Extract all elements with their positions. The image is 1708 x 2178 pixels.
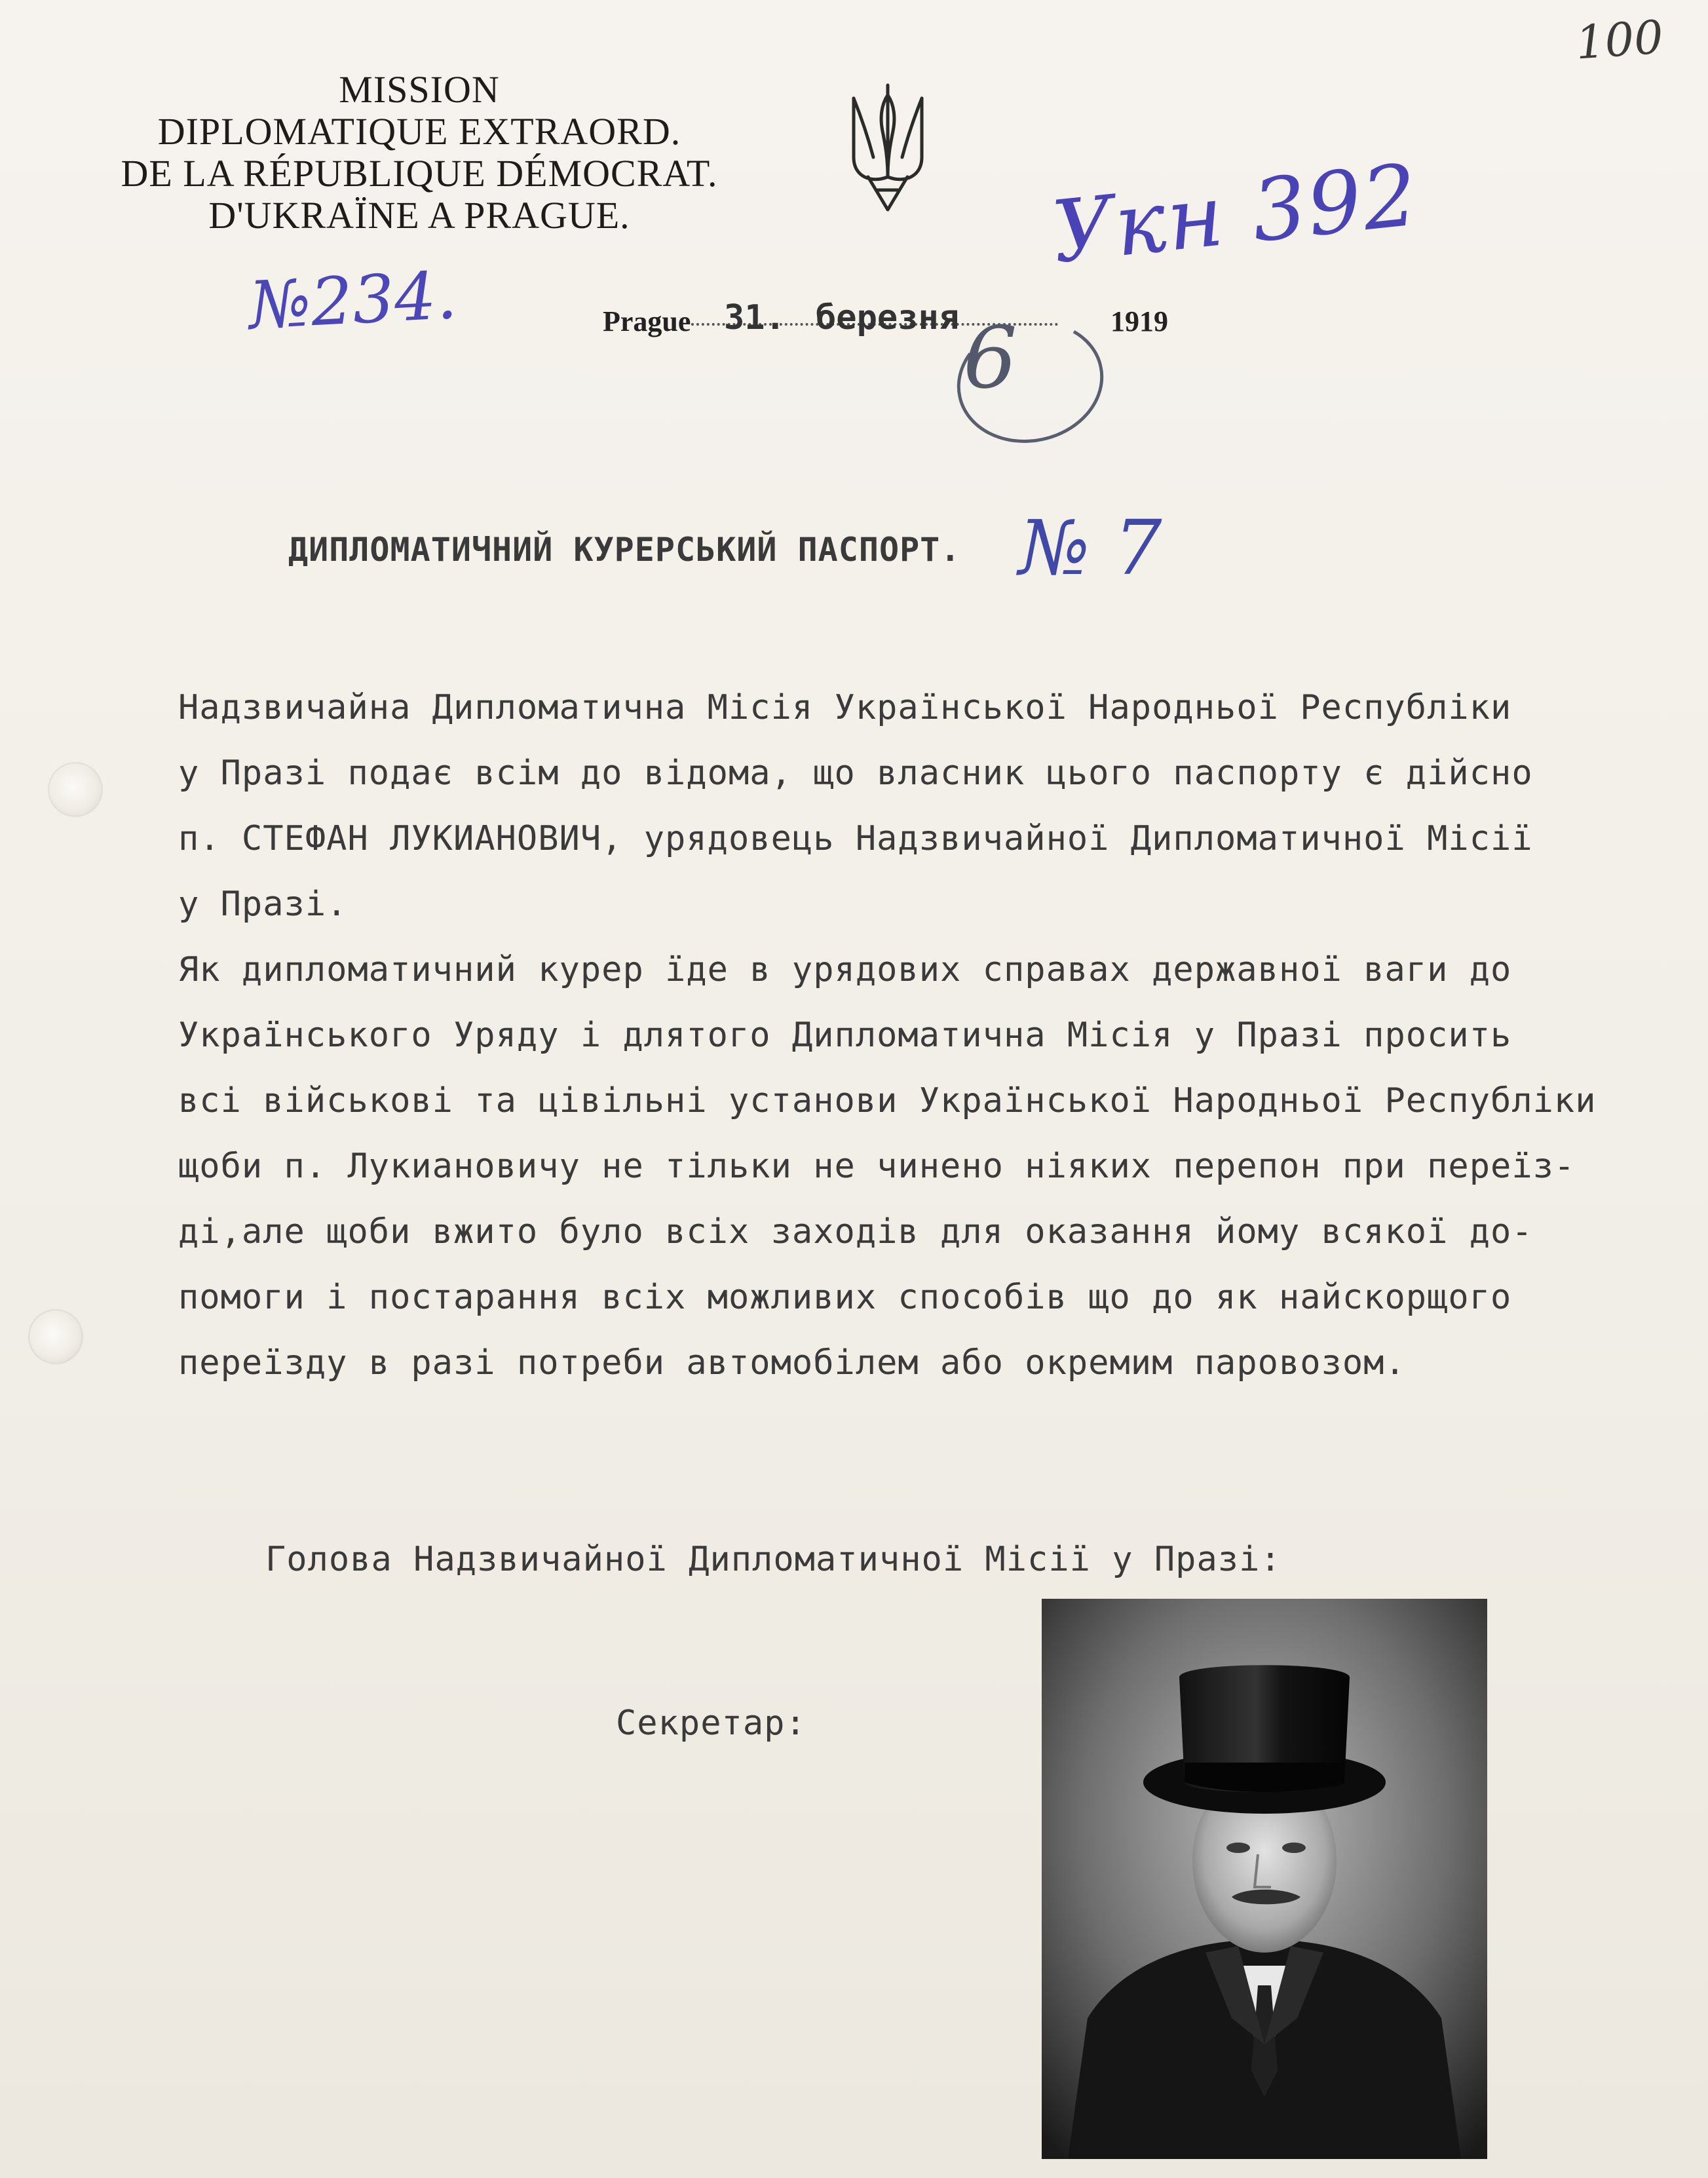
body-line: помоги і постарання всіх можливих способів що до як найскорщого xyxy=(178,1278,1512,1317)
date-line xyxy=(603,298,1173,337)
body-line: щоби п. Лукиановичу не тільки не чинено ніяких перепон при переїз- xyxy=(178,1147,1576,1186)
body-line: переїзду в разі потреби автомобілем або окремим паровозом. xyxy=(178,1343,1406,1383)
document-title: ДИПЛОМАТИЧНИЙ КУРЕРСЬКИЙ ПАСПОРТ. xyxy=(288,531,961,569)
body-line: всі військові та цівільні установи Української Народньої Республіки xyxy=(178,1081,1597,1120)
date-month: березня xyxy=(816,298,960,337)
circled-number: 6 xyxy=(963,308,1017,408)
passport-number: № 7 xyxy=(1019,505,1162,592)
punch-hole xyxy=(49,763,102,816)
letterhead-line-2: DIPLOMATIQUE EXTRAORD. xyxy=(157,110,681,153)
letterhead xyxy=(92,69,747,237)
archive-page-number: 100 xyxy=(1574,10,1665,70)
courier-portrait-photo xyxy=(1042,1599,1487,2159)
body-line: Як дипломатичний курер їде в урядових справах державної ваги до xyxy=(178,950,1512,989)
body-line: у Празі. xyxy=(178,885,348,924)
body-line: ді,але щоби вжито було всіх заходів для оказання йому всякої до- xyxy=(178,1212,1533,1251)
body-line: п. СТЕФАН ЛУКИАНОВИЧ, урядовець Надзвичайної Дипломатичної Місії xyxy=(178,819,1533,858)
letterhead-line-3: DE LA RÉPUBLIQUE DÉMOCRAT. xyxy=(121,152,718,195)
outgoing-number: №234. xyxy=(247,256,459,345)
head-signature-label: Голова Надзвичайної Дипломатичної Місії у Празі: xyxy=(265,1540,1281,1579)
registration-note: Укн 392 xyxy=(1047,145,1424,282)
secretary-signature-label: Секретар: xyxy=(616,1704,807,1743)
body-line: Українського Уряду і длятого Дипломатична Місія у Празі просить xyxy=(178,1016,1512,1055)
body-line: Надзвичайна Дипломатична Місія Української Народньої Республіки xyxy=(178,688,1512,727)
body-line: у Празі подає всім до відома, що власник цього паспорту є дійсно xyxy=(178,754,1533,793)
date-year: 1919 xyxy=(1110,305,1168,337)
trident-emblem-icon xyxy=(842,79,934,216)
date-day: 31. xyxy=(724,298,786,337)
letterhead-line-4: D'UKRAÏNE A PRAGUE. xyxy=(208,194,630,237)
date-city: Prague xyxy=(603,305,691,337)
punch-hole xyxy=(29,1310,82,1363)
letterhead-line-1: MISSION xyxy=(339,68,500,111)
